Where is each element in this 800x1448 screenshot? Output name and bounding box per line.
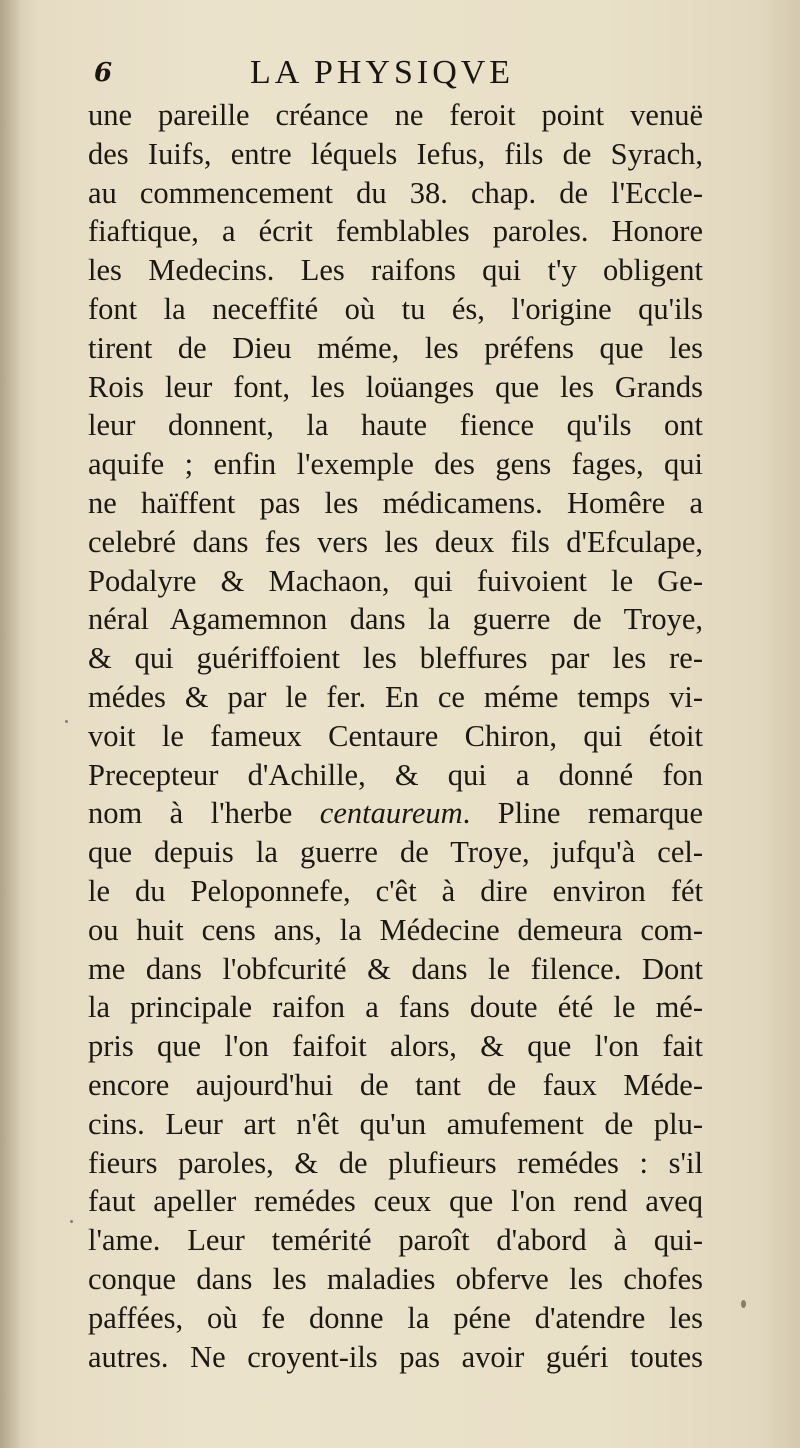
text-line: des Iuifs, entre léquels Iefus, fils de Syrach, — [88, 136, 703, 171]
running-title: LA PHYSIQVE — [250, 54, 515, 91]
text-line: paffées, où fe donne la péne d'atendre les — [88, 1300, 703, 1335]
page-number: 6 — [94, 58, 113, 88]
text-line: médes & par le fer. En ce méme temps vi- — [88, 679, 703, 714]
body-text — [88, 96, 703, 1376]
text-line: cins. Leur art n'êt qu'un amufement de plu- — [88, 1106, 703, 1141]
text-line: néral Agamemnon dans la guerre de Troye, — [88, 602, 703, 637]
text-line: une pareille créance ne feroit point venuë — [88, 98, 703, 132]
text-line: au commencement du 38. chap. de l'Eccle- — [88, 175, 703, 210]
paper-speck — [70, 1220, 73, 1223]
text-span: nom à l'herbe — [88, 796, 320, 831]
text-line: aquife ; enfin l'exemple des gens fages, qui — [88, 447, 703, 482]
italic-term: centaureum — [319, 796, 463, 831]
text-line: tirent de Dieu méme, les préfens que les — [88, 330, 703, 365]
paper-speck — [741, 1300, 746, 1308]
text-line: ne haïffent pas les médicamens. Homêre a — [88, 485, 703, 520]
text-line: pris que l'on faifoit alors, & que l'on fait — [88, 1029, 703, 1064]
text-line: le du Peloponnefe, c'êt à dire environ fét — [88, 873, 703, 908]
text-line: fiaftique, a écrit femblables paroles. Honore — [88, 214, 703, 249]
text-line: ou huit cens ans, la Médecine demeura com- — [88, 912, 703, 947]
page-header — [88, 52, 696, 100]
text-line: autres. Ne croyent-ils pas avoir guéri toutes — [88, 1339, 703, 1374]
text-line: voit le fameux Centaure Chiron, qui étoit — [88, 718, 703, 753]
text-line: encore aujourd'hui de tant de faux Méde- — [88, 1067, 703, 1102]
text-line: celebré dans fes vers les deux fils d'Efculape, — [88, 524, 703, 559]
text-line: font la neceffité où tu és, l'origine qu'ils — [88, 291, 703, 326]
text-line: Rois leur font, les loüanges que les Grands — [88, 369, 703, 404]
text-line — [88, 794, 703, 833]
text-line: la principale raifon a fans doute été le mé- — [88, 990, 703, 1025]
text-line: me dans l'obfcurité & dans le filence. Dont — [88, 951, 703, 986]
text-line: & qui guériffoient les bleffures par les re- — [88, 641, 703, 676]
text-line: que depuis la guerre de Troye, jufqu'à cel- — [88, 835, 703, 870]
text-line: l'ame. Leur temérité paroît d'abord à qui- — [88, 1223, 703, 1258]
paper-speck — [65, 720, 68, 723]
text-line: conque dans les maladies obferve les chofes — [88, 1261, 703, 1296]
text-line: Precepteur d'Achille, & qui a donné fon — [88, 757, 703, 792]
text-line: fieurs paroles, & de plufieurs remédes : s'il — [88, 1145, 703, 1180]
text-line: les Medecins. Les raifons qui t'y obligent — [88, 253, 703, 288]
text-line: leur donnent, la haute fience qu'ils ont — [88, 408, 703, 443]
text-line: Podalyre & Machaon, qui fuivoient le Ge- — [88, 563, 703, 598]
text-span: . Pline remarque — [462, 796, 703, 831]
text-line: faut apeller remédes ceux que l'on rend aveq — [88, 1184, 703, 1219]
